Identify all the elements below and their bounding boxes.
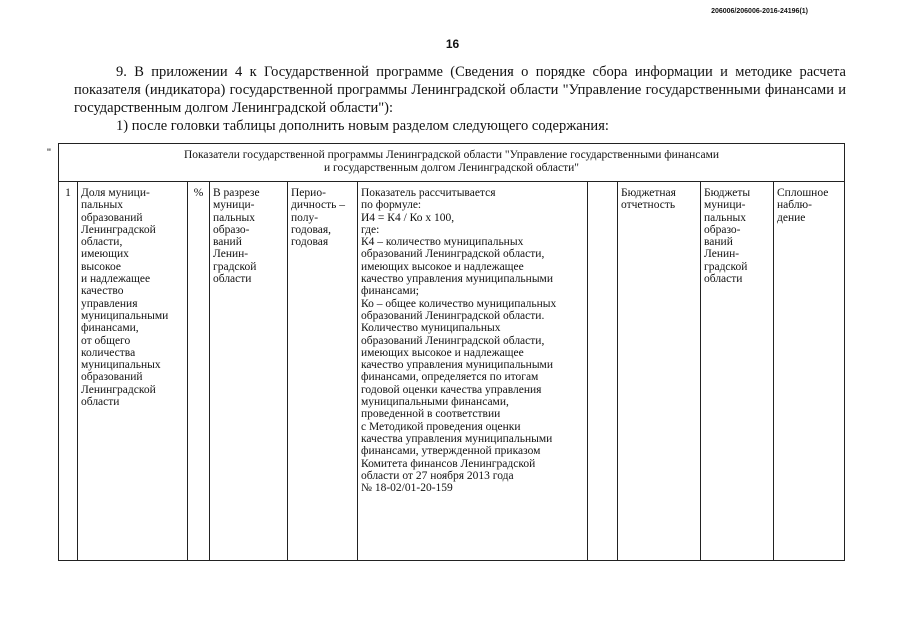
method-line: имеющих высокое и надлежащее <box>361 346 524 359</box>
method-line: качество управления муниципальными <box>361 359 553 372</box>
breakdown-line: градской <box>213 260 257 273</box>
population-line: образо- <box>704 223 741 236</box>
row-number: 1 <box>65 187 71 199</box>
table-section-header <box>59 144 844 182</box>
breakdown-line: ваний <box>213 236 242 249</box>
method-line: Количество муниципальных <box>361 322 501 335</box>
breakdown-line: В разрезе <box>213 187 260 199</box>
method-line: финансами, утвержденной приказом <box>361 445 541 458</box>
method-line: качество управления муниципальными <box>361 273 553 286</box>
periodicity-line: дичность – <box>291 199 345 212</box>
periodicity-line: годовая, <box>291 223 331 236</box>
method-line: Ко – общее количество муниципальных <box>361 297 557 310</box>
indicator-line: области, <box>81 236 123 249</box>
document-id: 206006/206006-2016-24196(1) <box>711 8 808 15</box>
method-line: имеющих высокое и надлежащее <box>361 260 524 273</box>
method-line: образований Ленинградской области, <box>361 248 545 261</box>
method-line: где: <box>361 223 380 236</box>
population-line: Бюджеты <box>704 187 751 199</box>
population-line: области <box>704 273 743 286</box>
indicator-line: количества <box>81 346 136 359</box>
indicator-line: муниципальных <box>81 359 161 372</box>
indicator-line: Ленинградской <box>81 383 156 396</box>
cell-observation-method <box>774 182 844 560</box>
cell-number <box>59 182 78 560</box>
indicator-table <box>58 143 845 561</box>
source-line: отчетность <box>621 199 676 212</box>
cell-unit <box>188 182 210 560</box>
indicator-line: качество <box>81 285 124 298</box>
cell-data-source <box>618 182 701 560</box>
method-line: Показатель рассчитывается <box>361 187 496 199</box>
cell-empty <box>588 182 618 560</box>
method-line: качества управления муниципальными <box>361 432 553 445</box>
population-line: градской <box>704 260 748 273</box>
indicator-line: имеющих <box>81 248 129 261</box>
method-line: образований Ленинградской области, <box>361 334 545 347</box>
indicator-line: муниципальными <box>81 309 169 322</box>
population-line: ваний <box>704 236 733 249</box>
periodicity-line: полу- <box>291 211 319 224</box>
population-line: Ленин- <box>704 248 740 261</box>
cell-periodicity <box>288 182 358 560</box>
indicator-line: от общего <box>81 334 131 347</box>
cell-population <box>701 182 774 560</box>
indicator-line: и надлежащее <box>81 273 151 286</box>
method-line: с Методикой проведения оценки <box>361 420 521 433</box>
cell-calculation-method <box>358 182 588 560</box>
opening-quote: " <box>47 147 51 159</box>
method-line: области от 27 ноября 2013 года <box>361 469 514 482</box>
method-line: по формуле: <box>361 199 422 212</box>
indicator-line: финансами, <box>81 322 139 335</box>
indicator-line: области <box>81 396 120 409</box>
method-line: К4 – количество муниципальных <box>361 236 524 249</box>
population-line: муници- <box>704 199 746 212</box>
periodicity-line: Перио- <box>291 187 326 199</box>
breakdown-line: образо- <box>213 223 250 236</box>
observation-line: наблю- <box>777 199 812 212</box>
breakdown-line: муници- <box>213 199 255 212</box>
paragraph-9: 9. В приложении 4 к Государственной программе (Сведения о порядке сбора информации и методике расчета показателя (индикатора) государственной программы Ленинградской области "Управление государственными финансами и государственным долгом Ленинградской области"): <box>74 64 846 116</box>
body-text <box>74 63 846 135</box>
indicator-line: образований <box>81 371 143 384</box>
method-line: проведенной в соответствии <box>361 408 501 421</box>
indicator-line: Ленинградской <box>81 223 156 236</box>
paragraph-1: 1) после головки таблицы дополнить новым разделом следующего содержания: <box>116 118 609 134</box>
unit-value: % <box>193 187 204 199</box>
source-line: Бюджетная <box>621 187 676 199</box>
indicator-line: управления <box>81 297 138 310</box>
method-line: образований Ленинградской области. <box>361 309 545 322</box>
method-line: Комитета финансов Ленинградской <box>361 457 536 470</box>
page-number: 16 <box>445 37 460 51</box>
indicator-line: пальных <box>81 199 123 212</box>
header-line: Показатели государственной программы Ленинградской области "Управление государственными финансами <box>183 149 720 161</box>
method-line: финансами, определяется по итогам <box>361 371 539 384</box>
cell-breakdown <box>210 182 288 560</box>
indicator-line: образований <box>81 211 143 224</box>
observation-line: дение <box>777 211 806 224</box>
breakdown-line: пальных <box>213 211 255 224</box>
method-line: № 18-02/01-20-159 <box>361 482 453 495</box>
cell-indicator-name <box>78 182 188 560</box>
periodicity-line: годовая <box>291 236 329 249</box>
indicator-line: высокое <box>81 260 122 273</box>
method-line: годовой оценки качества управления <box>361 383 542 396</box>
method-line: муниципальными финансами, <box>361 396 509 409</box>
method-line: И4 = К4 / Ко х 100, <box>361 211 455 224</box>
method-line: финансами; <box>361 285 419 298</box>
observation-line: Сплошное <box>777 187 829 199</box>
population-line: пальных <box>704 211 746 224</box>
indicator-line: Доля муници- <box>81 187 150 199</box>
breakdown-line: области <box>213 273 252 286</box>
breakdown-line: Ленин- <box>213 248 249 261</box>
header-line: и государственным долгом Ленинградской области" <box>324 162 579 174</box>
